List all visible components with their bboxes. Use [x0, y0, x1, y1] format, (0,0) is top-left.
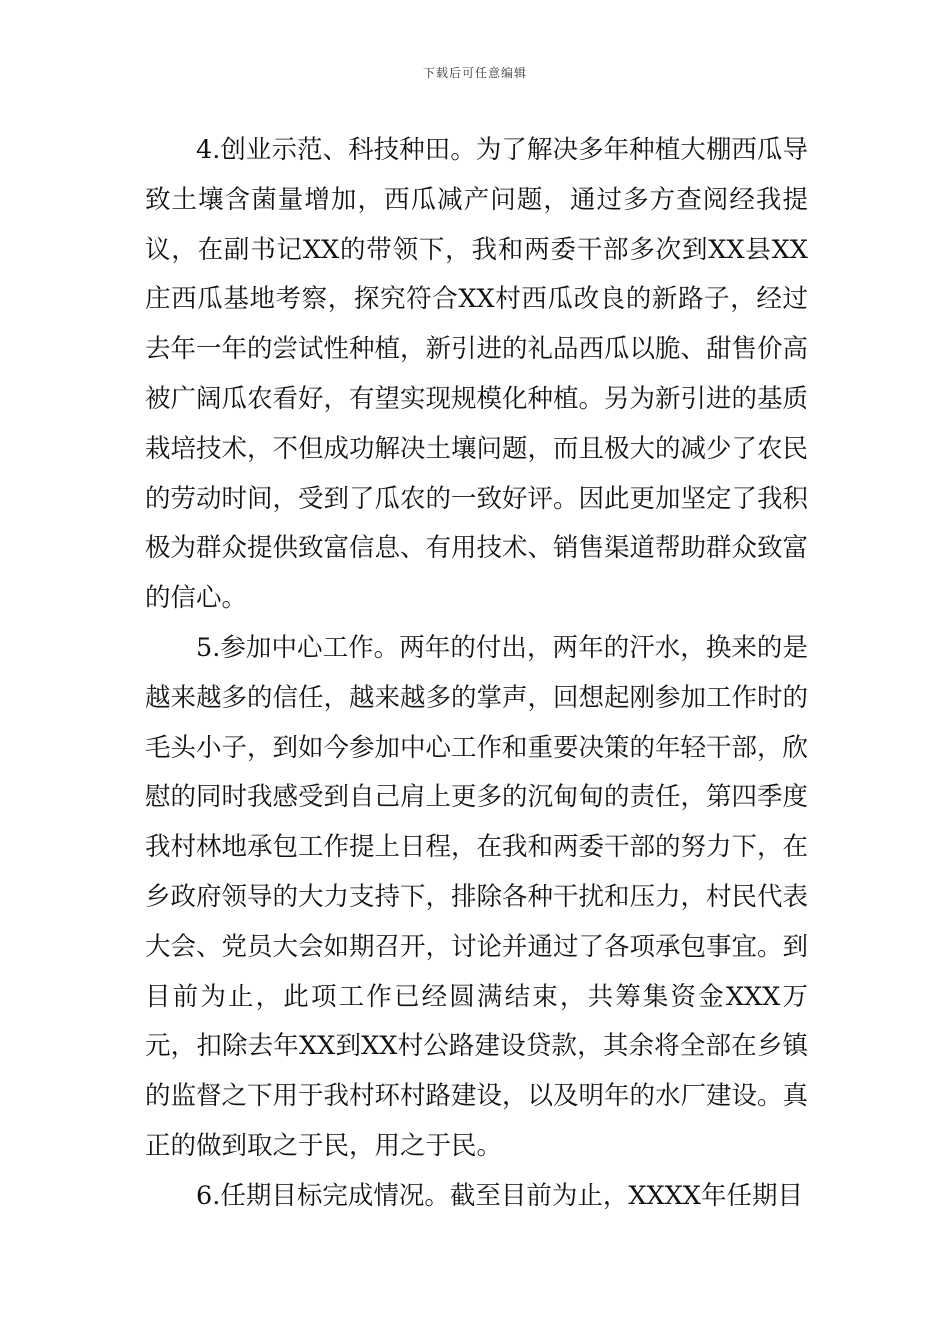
document-body — [145, 126, 808, 1222]
paragraph-5: 5.参加中心工作。两年的付出，两年的汗水，换来的是越来越多的信任，越来越多的掌声，回想起刚参加工作时的毛头小子，到如今参加中心工作和重要决策的年轻干部，欣慰的同时我感受到自己肩上更多的沉甸甸的责任，第四季度我村林地承包工作提上日程，在我和两委干部的努力下，在乡政府领导的大力支持下，排除各种干扰和压力，村民代表大会、党员大会如期召开，讨论并通过了各项承包事宜。到目前为止，此项工作已经圆满结束，共筹集资金XXX万元，扣除去年XX到XX村公路建设贷款，其余将全部在乡镇的监督之下用于我村环村路建设，以及明年的水厂建设。真正的做到取之于民，用之于民。 — [145, 632, 809, 1161]
paragraph-4: 4.创业示范、科技种田。为了解决多年种植大棚西瓜导致土壤含菌量增加，西瓜减产问题，通过多方查阅经我提议，在副书记XX的带领下，我和两委干部多次到XX县XX庄西瓜基地考察，探究符合XX村西瓜改良的新路子，经过去年一年的尝试性种植，新引进的礼品西瓜以脆、甜售价高被广阔瓜农看好，有望实现规模化种植。另为新引进的基质栽培技术，不但成功解决土壤问题，而且极大的减少了农民的劳动时间，受到了瓜农的一致好评。因此更加坚定了我积极为群众提供致富信息、有用技术、销售渠道帮助群众致富的信心。 — [145, 135, 809, 614]
paragraph-6: 6.任期目标完成情况。截至目前为止，XXXX年任期目 — [196, 1180, 803, 1211]
page-header: 下载后可任意编辑 — [422, 66, 527, 80]
